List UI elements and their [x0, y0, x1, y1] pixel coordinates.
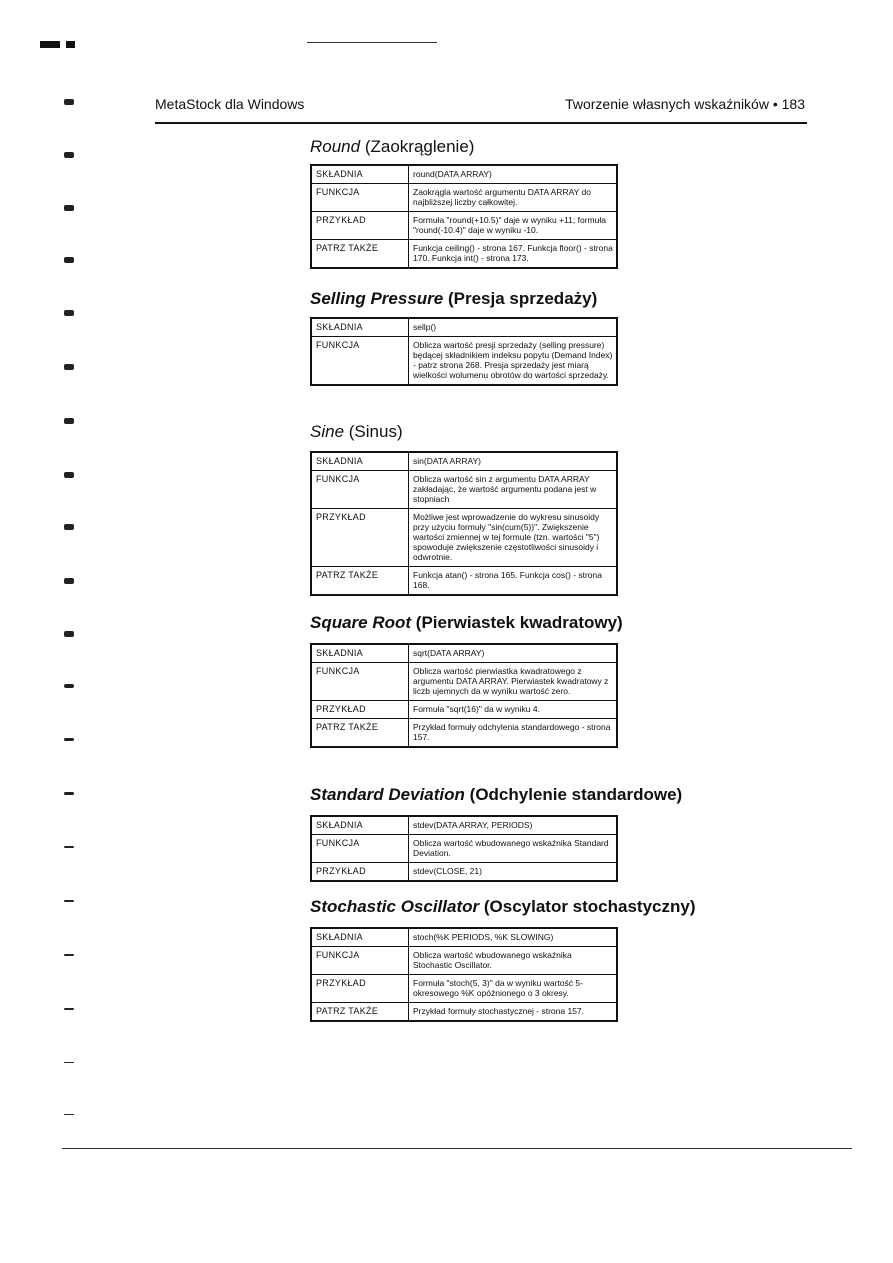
- binding-mark: [64, 418, 74, 424]
- section-sine: [310, 422, 618, 596]
- title-english: Square Root: [310, 613, 412, 632]
- table-row: [311, 471, 617, 509]
- row-value: Przykład formuły odchylenia standardowego - strona 157.: [413, 722, 611, 742]
- title-english: Selling Pressure: [310, 289, 444, 308]
- binding-mark: [64, 738, 74, 741]
- binding-mark: [64, 99, 74, 105]
- title-polish: (Odchylenie standardowe): [469, 785, 683, 804]
- row-value: Oblicza wartość presji sprzedaży (selling pressure) będącej składnikiem indeksu popytu (Demand Index) - patrz strona 268. Presja sprzedaży jest miarą wielkości wolumenu obrotów do wartości sprzedaży.: [413, 340, 613, 380]
- title-english: Stochastic Oscillator: [310, 897, 480, 916]
- row-value: stoch(%K PERIODS, %K SLOWING): [409, 928, 618, 947]
- row-label: PRZYKŁAD: [311, 863, 409, 882]
- section-round: [310, 137, 618, 269]
- binding-mark: [64, 152, 74, 158]
- row-value: Funkcja atan() - strona 165. Funkcja cos() - strona 168.: [413, 570, 602, 590]
- table-row: [311, 165, 617, 184]
- title-english: Round: [310, 137, 361, 156]
- section-title: [310, 422, 618, 442]
- binding-mark: [64, 472, 74, 478]
- section-title: [310, 897, 696, 917]
- header-book-title: MetaStock dla Windows: [155, 96, 305, 112]
- binding-mark: [64, 524, 74, 530]
- row-label: PATRZ TAKŻE: [311, 240, 409, 269]
- spec-table: [310, 451, 618, 596]
- section-square-root: [310, 613, 623, 748]
- title-polish: (Pierwiastek kwadratowy): [415, 613, 623, 632]
- spec-table: [310, 164, 618, 269]
- row-value: sin(DATA ARRAY): [409, 452, 618, 471]
- spec-table: [310, 317, 618, 386]
- row-value: Oblicza wartość wbudowanego wskaźnika Stochastic Oscillator.: [409, 947, 618, 975]
- binding-mark: [64, 846, 74, 848]
- binding-mark: [64, 1062, 74, 1063]
- table-row: [311, 947, 617, 975]
- binding-mark: [64, 1114, 74, 1115]
- title-polish: (Oscylator stochastyczny): [483, 897, 696, 916]
- row-label: PATRZ TAKŻE: [311, 719, 409, 748]
- section-title: [310, 289, 618, 309]
- section-title: [310, 785, 682, 805]
- table-row: [311, 663, 617, 701]
- table-row: [311, 644, 617, 663]
- row-label: SKŁADNIA: [311, 318, 409, 337]
- binding-mark: [64, 205, 74, 211]
- title-english: Standard Deviation: [310, 785, 465, 804]
- row-value: Oblicza wartość pierwiastka kwadratowego z argumentu DATA ARRAY. Pierwiastek kwadratowy z liczb ujemnych da w wyniku wartość zero.: [409, 663, 618, 701]
- row-label: SKŁADNIA: [311, 928, 409, 947]
- row-label: SKŁADNIA: [311, 452, 409, 471]
- table-row: [311, 509, 617, 567]
- table-row: [311, 816, 617, 835]
- binding-mark: [64, 792, 74, 795]
- binding-mark: [64, 631, 74, 637]
- table-row: [311, 835, 617, 863]
- row-value: Oblicza wartość wbudowanego wskaźnika Standard Deviation.: [409, 835, 618, 863]
- row-value: stdev(CLOSE, 21): [413, 866, 482, 876]
- row-label: SKŁADNIA: [311, 644, 409, 663]
- row-value: Formuła "round(+10.5)" daje w wyniku +11; formuła "round(-10.4)" daje w wyniku -10.: [409, 212, 618, 240]
- header-chapter-page: Tworzenie własnych wskaźników • 183: [565, 96, 805, 112]
- row-value: Zaokrągla wartość argumentu DATA ARRAY do najbliższej liczby całkowitej.: [409, 184, 618, 212]
- title-polish: (Zaokrąglenie): [364, 137, 475, 156]
- table-row: [311, 184, 617, 212]
- section-standard-deviation: [310, 785, 682, 882]
- spec-table: [310, 927, 618, 1022]
- row-label: SKŁADNIA: [311, 816, 409, 835]
- scan-mark: [40, 41, 60, 48]
- row-value: round(DATA ARRAY): [409, 165, 618, 184]
- section-stochastic-oscillator: [310, 897, 696, 1022]
- table-row: [311, 212, 617, 240]
- row-label: FUNKCJA: [311, 471, 409, 509]
- row-value: sqrt(DATA ARRAY): [409, 644, 618, 663]
- running-header: [155, 96, 805, 118]
- row-value: stdev(DATA ARRAY, PERIODS): [409, 816, 618, 835]
- title-polish: (Sinus): [348, 422, 403, 441]
- row-value: Funkcja ceiling() - strona 167. Funkcja floor() - strona 170. Funkcja int() - strona 173.: [413, 243, 613, 263]
- header-rule: [155, 122, 807, 124]
- row-label: PRZYKŁAD: [311, 212, 409, 240]
- binding-mark: [64, 364, 74, 370]
- scan-line: [307, 42, 437, 43]
- row-label: FUNKCJA: [311, 947, 409, 975]
- binding-mark: [64, 310, 74, 316]
- section-title: [310, 137, 618, 157]
- row-value: Oblicza wartość sin z argumentu DATA ARRAY zakładając, że wartość argumentu podana jest w stopniach: [409, 471, 618, 509]
- binding-mark: [64, 954, 74, 956]
- row-label: PRZYKŁAD: [311, 975, 409, 1003]
- section-title: [310, 613, 623, 633]
- scan-mark: [66, 41, 75, 48]
- row-label: SKŁADNIA: [311, 165, 409, 184]
- table-row: [311, 701, 617, 719]
- binding-mark: [64, 900, 74, 902]
- section-selling-pressure: [310, 289, 618, 386]
- row-label: PRZYKŁAD: [311, 509, 409, 567]
- bottom-scan-line: [62, 1148, 852, 1149]
- row-label: FUNKCJA: [311, 663, 409, 701]
- spec-table: [310, 815, 618, 882]
- row-value: Przykład formuły stochastycznej - strona 157.: [413, 1006, 585, 1016]
- table-row: [311, 863, 617, 882]
- row-label: FUNKCJA: [311, 835, 409, 863]
- row-value: sellp(): [409, 318, 618, 337]
- table-row: [311, 719, 617, 748]
- table-row: [311, 318, 617, 337]
- table-row: [311, 452, 617, 471]
- binding-mark: [64, 257, 74, 263]
- binding-mark: [64, 578, 74, 584]
- row-value: Formuła "sqrt(16)" da w wyniku 4.: [409, 701, 618, 719]
- table-row: [311, 240, 617, 269]
- row-label: PATRZ TAKŻE: [311, 567, 409, 596]
- table-row: [311, 1003, 617, 1022]
- title-english: Sine: [310, 422, 345, 441]
- row-label: PRZYKŁAD: [311, 701, 409, 719]
- binding-mark: [64, 1008, 74, 1010]
- row-label: FUNKCJA: [311, 184, 409, 212]
- row-label: PATRZ TAKŻE: [311, 1003, 409, 1022]
- table-row: [311, 337, 617, 386]
- row-label: FUNKCJA: [311, 337, 409, 386]
- binding-mark: [64, 684, 74, 688]
- title-polish: (Presja sprzedaży): [447, 289, 598, 308]
- spec-table: [310, 643, 618, 748]
- table-row: [311, 928, 617, 947]
- row-value: Możliwe jest wprowadzenie do wykresu sinusoidy przy użyciu formuły "sin(cum(5))". Zwiększenie wartości zmiennej w tej formule (tzn. wartości "5") spowoduje zwiększenie częstotliwości sinusoidy i odwrotnie.: [409, 509, 618, 567]
- table-row: [311, 975, 617, 1003]
- row-value: Formuła "stoch(5, 3)" da w wyniku wartość 5-okresowego %K opóźnionego o 3 okresy.: [409, 975, 618, 1003]
- table-row: [311, 567, 617, 596]
